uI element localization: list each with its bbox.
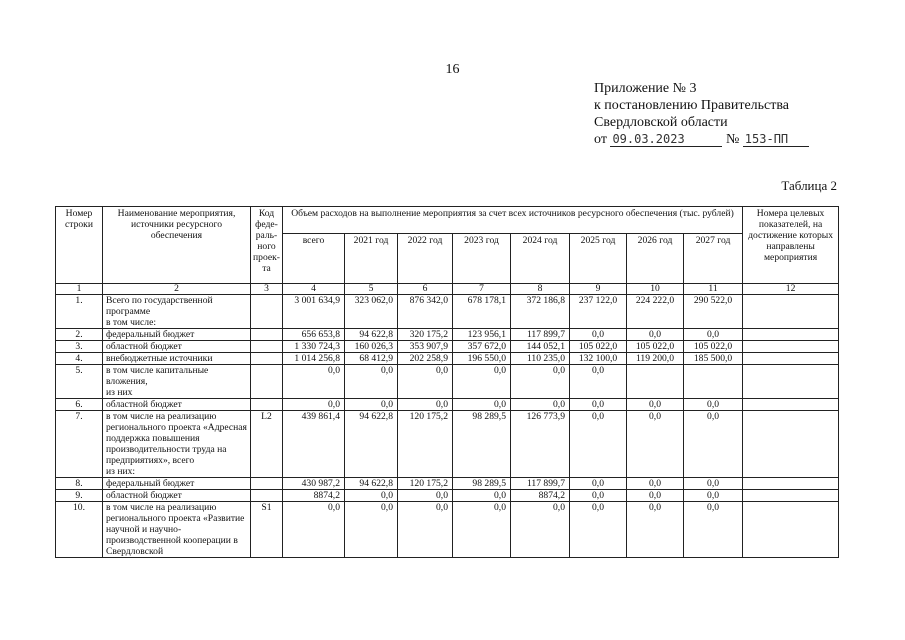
header-2023: 2023 год	[453, 234, 511, 284]
row-2022-cell: 202 258,9	[398, 353, 453, 365]
row-code-cell	[251, 329, 283, 341]
row-2023-cell: 0,0	[453, 502, 511, 558]
appendix-region: Свердловской области	[594, 115, 728, 130]
row-total-cell: 1 014 256,8	[283, 353, 345, 365]
page-number: 16	[445, 62, 460, 77]
row-name-cell: в том числе на реализацию регионального проекта «Развитие научной и научно-производственной кооперации в Свердловской	[103, 502, 251, 558]
table-row	[56, 490, 839, 502]
row-2024-cell: 144 052,1	[511, 341, 570, 353]
row-2021-cell: 68 412,9	[345, 353, 398, 365]
row-2023-cell: 357 672,0	[453, 341, 511, 353]
header-2024: 2024 год	[511, 234, 570, 284]
row-2022-cell: 0,0	[398, 502, 453, 558]
row-2025-cell: 0,0	[570, 329, 627, 341]
row-2023-cell: 0,0	[453, 399, 511, 411]
row-2026-cell: 0,0	[627, 502, 684, 558]
row-2021-cell: 0,0	[345, 490, 398, 502]
row-indicators-cell	[743, 295, 839, 329]
row-2027-cell: 0,0	[684, 411, 743, 478]
column-number: 3	[251, 284, 283, 295]
header-row-number: Номер строки	[56, 207, 103, 284]
row-indicators-cell	[743, 353, 839, 365]
row-2025-cell: 0,0	[570, 365, 627, 399]
row-2024-cell: 8874,2	[511, 490, 570, 502]
row-indicators-cell	[743, 399, 839, 411]
row-2027-cell: 0,0	[684, 329, 743, 341]
row-name-cell: в том числе на реализацию регионального проекта «Адресная поддержка повышения производительности труда на предприятиях», всего из них:	[103, 411, 251, 478]
row-2026-cell: 119 200,0	[627, 353, 684, 365]
row-2023-cell: 123 956,1	[453, 329, 511, 341]
row-2021-cell: 0,0	[345, 365, 398, 399]
row-indicators-cell	[743, 490, 839, 502]
column-number: 6	[398, 284, 453, 295]
table-row	[56, 295, 839, 329]
row-2023-cell: 0,0	[453, 490, 511, 502]
row-2021-cell: 94 622,8	[345, 329, 398, 341]
row-total-cell: 656 653,8	[283, 329, 345, 341]
row-number-cell: 2.	[56, 329, 103, 341]
row-indicators-cell	[743, 329, 839, 341]
row-name-cell: Всего по государственной программе в том числе:	[103, 295, 251, 329]
row-2025-cell: 0,0	[570, 411, 627, 478]
column-number: 7	[453, 284, 511, 295]
row-indicators-cell	[743, 411, 839, 478]
header-indicators: Номера целевых показателей, на достижение которых направлены мероприятия	[743, 207, 839, 284]
row-code-cell	[251, 353, 283, 365]
date-prefix: от	[594, 132, 607, 147]
row-2024-cell: 110 235,0	[511, 353, 570, 365]
row-2027-cell: 185 500,0	[684, 353, 743, 365]
row-2021-cell: 0,0	[345, 502, 398, 558]
row-number-cell: 5.	[56, 365, 103, 399]
row-2021-cell: 323 062,0	[345, 295, 398, 329]
header-expenses-group: Объем расходов на выполнение мероприятия за счет всех источников ресурсного обеспечения (тыс. рублей)	[283, 207, 743, 234]
column-number: 9	[570, 284, 627, 295]
row-name-cell: областной бюджет	[103, 399, 251, 411]
row-2026-cell	[627, 365, 684, 399]
row-total-cell: 0,0	[283, 502, 345, 558]
appendix-header	[594, 80, 809, 148]
table-caption: Таблица 2	[781, 178, 837, 193]
row-total-cell: 3 001 634,9	[283, 295, 345, 329]
row-total-cell: 1 330 724,3	[283, 341, 345, 353]
row-indicators-cell	[743, 478, 839, 490]
header-event-name: Наименование мероприятия, источники ресурсного обеспечения	[103, 207, 251, 284]
row-2022-cell: 320 175,2	[398, 329, 453, 341]
row-number-cell: 6.	[56, 399, 103, 411]
row-2021-cell: 0,0	[345, 399, 398, 411]
row-2025-cell: 0,0	[570, 478, 627, 490]
row-number-cell: 7.	[56, 411, 103, 478]
row-2027-cell: 105 022,0	[684, 341, 743, 353]
row-2024-cell: 117 899,7	[511, 329, 570, 341]
table-row	[56, 411, 839, 478]
column-number: 11	[684, 284, 743, 295]
resolution-number: 153-ПП	[743, 132, 809, 147]
row-2026-cell: 0,0	[627, 329, 684, 341]
row-2026-cell: 0,0	[627, 490, 684, 502]
row-total-cell: 0,0	[283, 365, 345, 399]
row-2022-cell: 0,0	[398, 399, 453, 411]
row-2026-cell: 0,0	[627, 399, 684, 411]
row-2024-cell: 0,0	[511, 365, 570, 399]
row-2021-cell: 94 622,8	[345, 478, 398, 490]
row-name-cell: внебюджетные источники	[103, 353, 251, 365]
row-2024-cell: 0,0	[511, 399, 570, 411]
row-2022-cell: 353 907,9	[398, 341, 453, 353]
row-2023-cell: 678 178,1	[453, 295, 511, 329]
row-2027-cell	[684, 365, 743, 399]
row-2027-cell: 0,0	[684, 502, 743, 558]
number-prefix: №	[725, 132, 740, 147]
header-project-code: Код феде-раль-ного проек-та	[251, 207, 283, 284]
row-code-cell	[251, 478, 283, 490]
row-total-cell: 8874,2	[283, 490, 345, 502]
row-name-cell: федеральный бюджет	[103, 329, 251, 341]
row-2027-cell: 290 522,0	[684, 295, 743, 329]
row-2027-cell: 0,0	[684, 478, 743, 490]
header-2027: 2027 год	[684, 234, 743, 284]
column-number: 8	[511, 284, 570, 295]
row-number-cell: 9.	[56, 490, 103, 502]
row-total-cell: 439 861,4	[283, 411, 345, 478]
row-name-cell: областной бюджет	[103, 341, 251, 353]
row-2025-cell: 132 100,0	[570, 353, 627, 365]
resource-table	[55, 206, 839, 558]
row-number-cell: 3.	[56, 341, 103, 353]
row-2023-cell: 196 550,0	[453, 353, 511, 365]
header-total: всего	[283, 234, 345, 284]
row-2022-cell: 0,0	[398, 365, 453, 399]
column-number: 10	[627, 284, 684, 295]
header-2021: 2021 год	[345, 234, 398, 284]
row-code-cell: L2	[251, 411, 283, 478]
table-row	[56, 478, 839, 490]
row-name-cell: в том числе капитальные вложения, из них	[103, 365, 251, 399]
row-2025-cell: 105 022,0	[570, 341, 627, 353]
row-code-cell	[251, 365, 283, 399]
row-2026-cell: 0,0	[627, 411, 684, 478]
row-number-cell: 4.	[56, 353, 103, 365]
row-code-cell	[251, 399, 283, 411]
row-total-cell: 0,0	[283, 399, 345, 411]
header-2025: 2025 год	[570, 234, 627, 284]
row-code-cell: S1	[251, 502, 283, 558]
column-number: 12	[743, 284, 839, 295]
row-2024-cell: 372 186,8	[511, 295, 570, 329]
column-number: 4	[283, 284, 345, 295]
row-2027-cell: 0,0	[684, 490, 743, 502]
row-indicators-cell	[743, 341, 839, 353]
row-total-cell: 430 987,2	[283, 478, 345, 490]
table-row	[56, 365, 839, 399]
row-2022-cell: 120 175,2	[398, 411, 453, 478]
resolution-date: 09.03.2023	[610, 132, 722, 147]
row-name-cell: областной бюджет	[103, 490, 251, 502]
row-2022-cell: 120 175,2	[398, 478, 453, 490]
row-2026-cell: 224 222,0	[627, 295, 684, 329]
row-2023-cell: 0,0	[453, 365, 511, 399]
row-name-cell: федеральный бюджет	[103, 478, 251, 490]
row-2021-cell: 94 622,8	[345, 411, 398, 478]
row-2025-cell: 0,0	[570, 502, 627, 558]
table-row	[56, 353, 839, 365]
table-row	[56, 329, 839, 341]
table-row	[56, 341, 839, 353]
row-2024-cell: 0,0	[511, 502, 570, 558]
row-2023-cell: 98 289,5	[453, 411, 511, 478]
column-number: 5	[345, 284, 398, 295]
row-2022-cell: 876 342,0	[398, 295, 453, 329]
column-numbers-row	[56, 284, 839, 295]
row-code-cell	[251, 341, 283, 353]
table-row	[56, 399, 839, 411]
appendix-resolution: к постановлению Правительства	[594, 98, 790, 113]
row-indicators-cell	[743, 365, 839, 399]
row-2025-cell: 237 122,0	[570, 295, 627, 329]
row-2027-cell: 0,0	[684, 399, 743, 411]
row-indicators-cell	[743, 502, 839, 558]
row-2025-cell: 0,0	[570, 399, 627, 411]
row-2026-cell: 0,0	[627, 478, 684, 490]
row-2024-cell: 117 899,7	[511, 478, 570, 490]
column-number: 2	[103, 284, 251, 295]
row-number-cell: 10.	[56, 502, 103, 558]
table-row	[56, 502, 839, 558]
row-code-cell	[251, 490, 283, 502]
header-2026: 2026 год	[627, 234, 684, 284]
row-2025-cell: 0,0	[570, 490, 627, 502]
row-2021-cell: 160 026,3	[345, 341, 398, 353]
appendix-date-line	[594, 131, 809, 148]
row-number-cell: 1.	[56, 295, 103, 329]
row-2024-cell: 126 773,9	[511, 411, 570, 478]
row-2022-cell: 0,0	[398, 490, 453, 502]
column-number: 1	[56, 284, 103, 295]
appendix-title: Приложение № 3	[594, 81, 697, 96]
row-2023-cell: 98 289,5	[453, 478, 511, 490]
row-code-cell	[251, 295, 283, 329]
row-number-cell: 8.	[56, 478, 103, 490]
row-2026-cell: 105 022,0	[627, 341, 684, 353]
header-2022: 2022 год	[398, 234, 453, 284]
